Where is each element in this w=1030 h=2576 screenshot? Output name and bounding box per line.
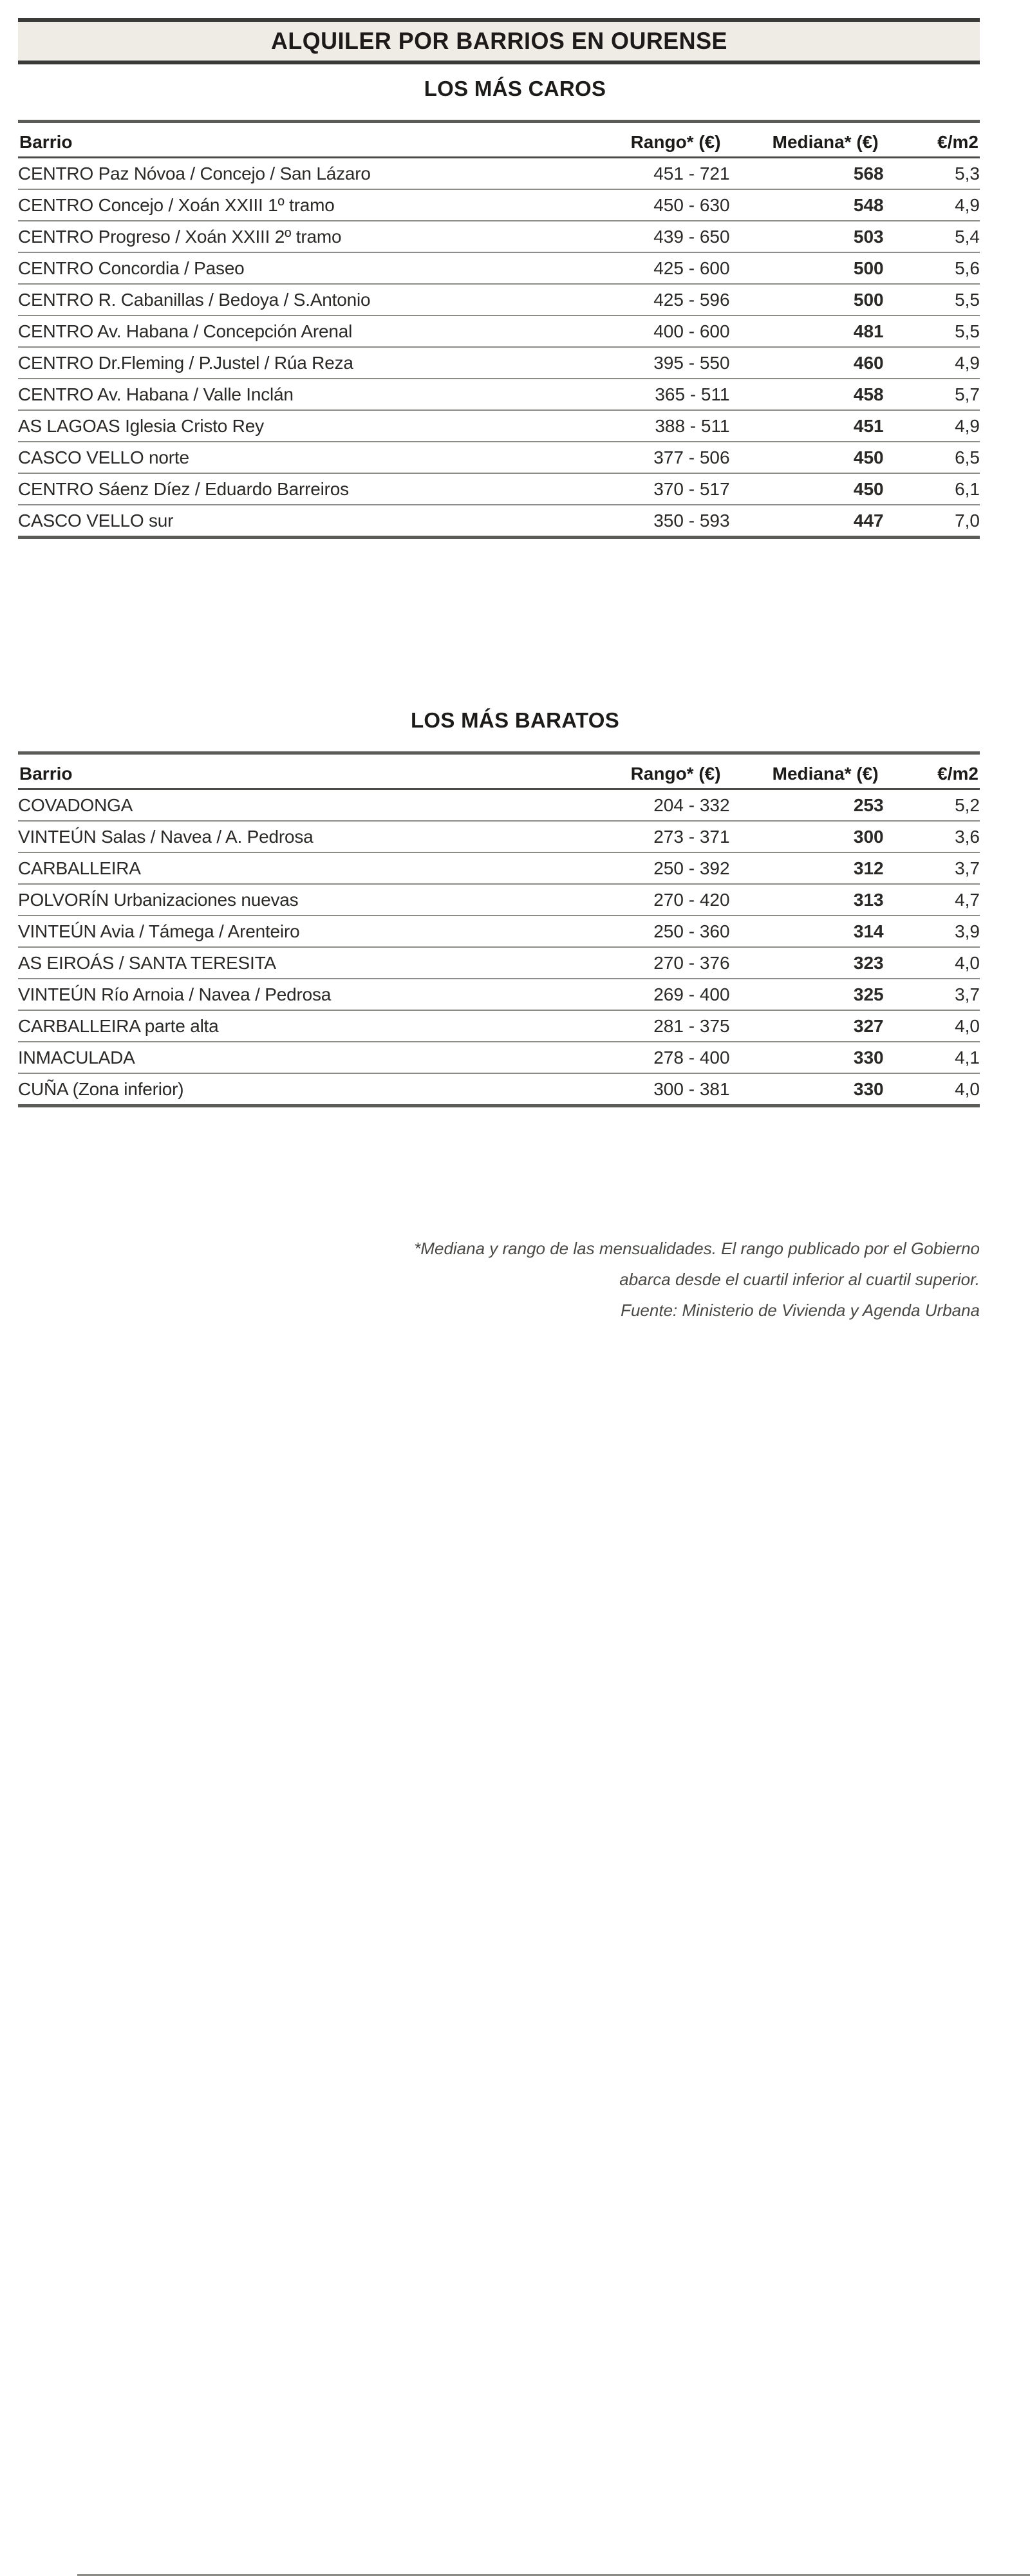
section-heading-expensive: LOS MÁS CAROS (424, 77, 606, 100)
table-most-expensive (18, 120, 980, 539)
cell-rango: 400 - 600 (576, 315, 730, 347)
rent-table-expensive (18, 123, 980, 539)
cell-m2: 4,1 (884, 1042, 980, 1073)
cell-barrio: CARBALLEIRA (18, 852, 576, 884)
cell-barrio: CENTRO Av. Habana / Concepción Arenal (18, 315, 576, 347)
cell-rango: 270 - 420 (576, 884, 730, 916)
cell-rango: 439 - 650 (576, 221, 730, 252)
cell-barrio: CENTRO Concordia / Paseo (18, 252, 576, 284)
cell-barrio: CENTRO Av. Habana / Valle Inclán (18, 379, 576, 410)
cell-m2: 5,2 (884, 789, 980, 822)
cell-mediana: 450 (730, 473, 884, 505)
cell-m2: 4,0 (884, 947, 980, 979)
cell-rango: 451 - 721 (576, 158, 730, 190)
footnote-line-3: Fuente: Ministerio de Vivienda y Agenda Urbana (621, 1301, 980, 1320)
cell-barrio: CUÑA (Zona inferior) (18, 1073, 576, 1106)
cell-m2: 4,9 (884, 410, 980, 442)
cell-barrio: CENTRO Sáenz Díez / Eduardo Barreiros (18, 473, 576, 505)
cell-barrio: CENTRO Progreso / Xoán XXIII 2º tramo (18, 221, 576, 252)
cell-mediana: 447 (730, 505, 884, 538)
cell-rango: 250 - 392 (576, 852, 730, 884)
table-cheapest (18, 751, 980, 1107)
cell-barrio: CARBALLEIRA parte alta (18, 1010, 576, 1042)
cell-rango: 388 - 511 (576, 410, 730, 442)
cell-barrio: VINTEÚN Salas / Navea / A. Pedrosa (18, 821, 576, 852)
column-header-m2: €/m2 (884, 755, 980, 789)
column-header-barrio: Barrio (18, 123, 576, 158)
table-header-row (18, 123, 980, 158)
cell-mediana: 253 (730, 789, 884, 822)
cell-m2: 5,3 (884, 158, 980, 190)
table-row (18, 379, 980, 410)
table-row (18, 821, 980, 852)
table-row (18, 473, 980, 505)
table-row (18, 789, 980, 822)
table-row (18, 1073, 980, 1106)
cell-rango: 273 - 371 (576, 821, 730, 852)
cell-rango: 425 - 596 (576, 284, 730, 315)
cell-mediana: 330 (730, 1042, 884, 1073)
footnote-block (77, 1233, 980, 1326)
cell-mediana: 503 (730, 221, 884, 252)
table-row (18, 505, 980, 538)
table-body-cheapest (18, 789, 980, 1106)
table-row (18, 410, 980, 442)
table-body-expensive (18, 158, 980, 538)
cell-mediana: 327 (730, 1010, 884, 1042)
cell-mediana: 450 (730, 442, 884, 473)
cell-mediana: 330 (730, 1073, 884, 1106)
cell-m2: 3,6 (884, 821, 980, 852)
cell-rango: 370 - 517 (576, 473, 730, 505)
cell-rango: 250 - 360 (576, 916, 730, 947)
cell-barrio: VINTEÚN Río Arnoia / Navea / Pedrosa (18, 979, 576, 1010)
column-header-m2: €/m2 (884, 123, 980, 158)
cell-m2: 7,0 (884, 505, 980, 538)
cell-m2: 5,6 (884, 252, 980, 284)
cell-m2: 4,7 (884, 884, 980, 916)
cell-rango: 300 - 381 (576, 1073, 730, 1106)
cell-barrio: CASCO VELLO norte (18, 442, 576, 473)
cell-rango: 365 - 511 (576, 379, 730, 410)
cell-mediana: 568 (730, 158, 884, 190)
cell-mediana: 548 (730, 189, 884, 221)
cell-mediana: 313 (730, 884, 884, 916)
cell-mediana: 458 (730, 379, 884, 410)
main-title-bar (18, 18, 980, 64)
cell-barrio: COVADONGA (18, 789, 576, 822)
cell-barrio: INMACULADA (18, 1042, 576, 1073)
table-row (18, 916, 980, 947)
column-header-rango: Rango* (€) (576, 123, 730, 158)
page-title: ALQUILER POR BARRIOS EN OURENSE (270, 28, 727, 54)
cell-m2: 4,9 (884, 189, 980, 221)
table-row (18, 347, 980, 379)
cell-mediana: 325 (730, 979, 884, 1010)
cell-mediana: 500 (730, 252, 884, 284)
cell-barrio: VINTEÚN Avia / Támega / Arenteiro (18, 916, 576, 947)
table-row (18, 947, 980, 979)
table-row (18, 189, 980, 221)
table-row (18, 979, 980, 1010)
cell-m2: 3,7 (884, 979, 980, 1010)
cell-m2: 4,0 (884, 1073, 980, 1106)
cell-rango: 204 - 332 (576, 789, 730, 822)
cell-barrio: CENTRO R. Cabanillas / Bedoya / S.Antonio (18, 284, 576, 315)
cell-m2: 3,9 (884, 916, 980, 947)
table-row (18, 315, 980, 347)
table-header-row (18, 755, 980, 789)
cell-m2: 4,9 (884, 347, 980, 379)
cell-mediana: 323 (730, 947, 884, 979)
footnote-line-1: *Mediana y rango de las mensualidades. El rango publicado por el Gobierno (414, 1239, 980, 1258)
cell-m2: 3,7 (884, 852, 980, 884)
cell-m2: 5,7 (884, 379, 980, 410)
cell-rango: 395 - 550 (576, 347, 730, 379)
cell-rango: 350 - 593 (576, 505, 730, 538)
cell-rango: 278 - 400 (576, 1042, 730, 1073)
table-row (18, 884, 980, 916)
table-row (18, 442, 980, 473)
table-row (18, 1042, 980, 1073)
cell-rango: 270 - 376 (576, 947, 730, 979)
cell-m2: 6,5 (884, 442, 980, 473)
table-row (18, 252, 980, 284)
rent-table-cheapest (18, 755, 980, 1107)
cell-barrio: CASCO VELLO sur (18, 505, 576, 538)
footnote-line-2: abarca desde el cuartil inferior al cuartil superior. (619, 1270, 980, 1289)
cell-m2: 6,1 (884, 473, 980, 505)
cell-mediana: 460 (730, 347, 884, 379)
column-header-rango: Rango* (€) (576, 755, 730, 789)
column-header-mediana: Mediana* (€) (730, 123, 884, 158)
table-row (18, 284, 980, 315)
cell-rango: 269 - 400 (576, 979, 730, 1010)
cell-rango: 425 - 600 (576, 252, 730, 284)
cell-rango: 450 - 630 (576, 189, 730, 221)
cell-barrio: POLVORÍN Urbanizaciones nuevas (18, 884, 576, 916)
cell-mediana: 300 (730, 821, 884, 852)
cell-barrio: AS EIROÁS / SANTA TERESITA (18, 947, 576, 979)
cell-barrio: CENTRO Dr.Fleming / P.Justel / Rúa Reza (18, 347, 576, 379)
table-row (18, 221, 980, 252)
cell-mediana: 312 (730, 852, 884, 884)
cell-barrio: CENTRO Paz Nóvoa / Concejo / San Lázaro (18, 158, 576, 190)
cell-mediana: 314 (730, 916, 884, 947)
cell-m2: 5,4 (884, 221, 980, 252)
table-row (18, 158, 980, 190)
table-row (18, 852, 980, 884)
cell-m2: 5,5 (884, 315, 980, 347)
column-header-mediana: Mediana* (€) (730, 755, 884, 789)
cell-m2: 5,5 (884, 284, 980, 315)
column-header-barrio: Barrio (18, 755, 576, 789)
section-heading-cheapest: LOS MÁS BARATOS (410, 708, 620, 732)
cell-barrio: CENTRO Concejo / Xoán XXIII 1º tramo (18, 189, 576, 221)
cell-m2: 4,0 (884, 1010, 980, 1042)
cell-mediana: 481 (730, 315, 884, 347)
table-row (18, 1010, 980, 1042)
cell-rango: 377 - 506 (576, 442, 730, 473)
cell-mediana: 451 (730, 410, 884, 442)
cell-mediana: 500 (730, 284, 884, 315)
cell-rango: 281 - 375 (576, 1010, 730, 1042)
cell-barrio: AS LAGOAS Iglesia Cristo Rey (18, 410, 576, 442)
